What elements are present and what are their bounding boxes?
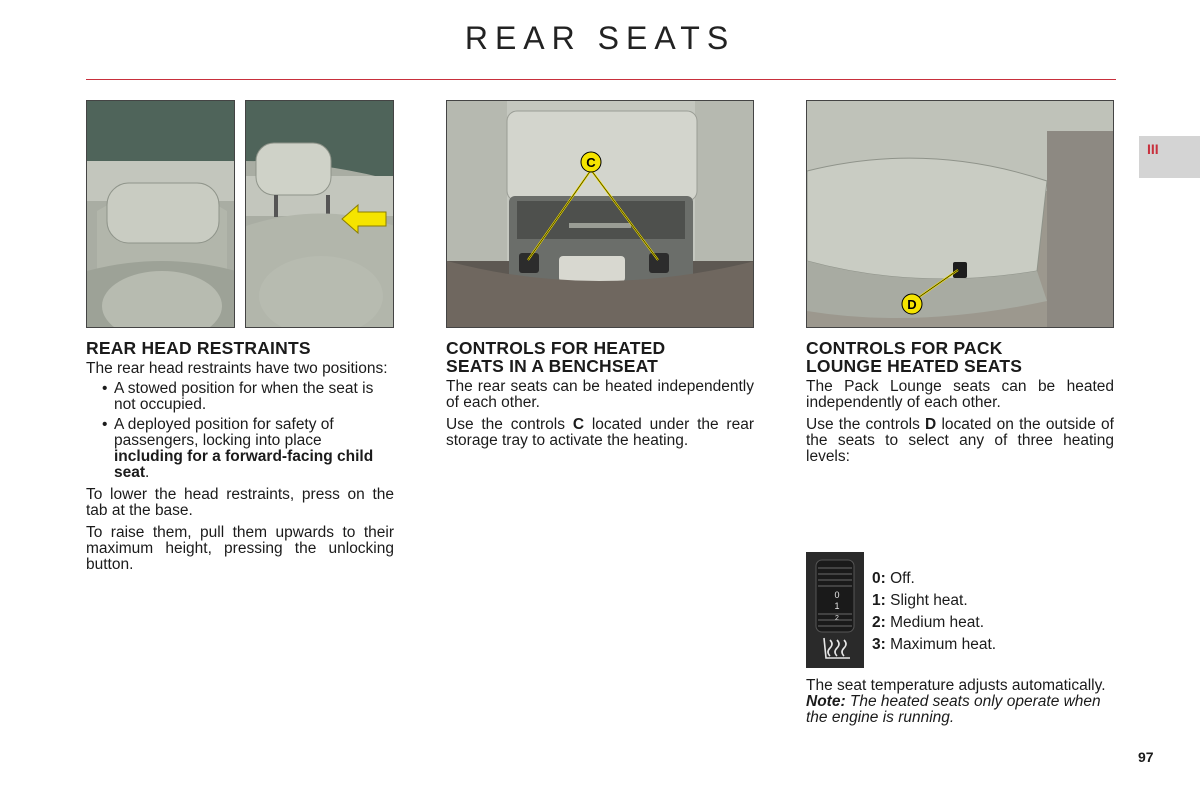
lounge-heating-section (806, 339, 1114, 465)
list-item: 2: Medium heat. (872, 614, 985, 631)
controls-text: Use the controls C located under the rear storage tray to activate the heating. (446, 416, 754, 449)
page-number: 97 (1138, 749, 1154, 765)
heating-dial-image (806, 552, 864, 668)
raise-instructions: To raise them, pull them upwards to their maximum height, pressing the unlocking button. (86, 524, 394, 573)
section-heading: REAR HEAD RESTRAINTS (86, 338, 311, 358)
positions-list (86, 381, 394, 481)
auto-adjust-section (806, 678, 1114, 726)
list-item: • A deployed position for safety of passengers, locking into place including for a forward-facing child seat. (102, 416, 374, 481)
dial-mark: 0 (834, 590, 840, 600)
section-heading: CONTROLS FOR HEATED SEATS IN A BENCHSEAT (446, 338, 666, 376)
heat-levels-list (872, 568, 996, 656)
page-title: REAR SEATS (464, 20, 736, 56)
engine-note: Note: The heated seats only operate when the engine is running. (806, 693, 1101, 726)
description-text: The Pack Lounge seats can be heated independently of each other. (806, 378, 1114, 411)
head-restraint-stowed-photo (86, 100, 235, 328)
list-item: 0: Off. (872, 570, 915, 587)
list-item: 3: Maximum heat. (872, 636, 997, 653)
intro-text: The rear head restraints have two positions: (86, 360, 388, 377)
callout-c-lines (446, 100, 754, 328)
benchseat-heating-section (446, 339, 754, 449)
lower-instructions: To lower the head restraints, press on the tab at the base. (86, 486, 394, 519)
head-restraint-deployed-photo (245, 100, 394, 328)
title-rule (86, 79, 1116, 80)
rear-head-restraints-section (86, 339, 394, 573)
list-item: • A stowed position for when the seat is not occupied. (102, 380, 374, 413)
dial-mark: 2 (835, 615, 839, 622)
callout-c-label: C (586, 155, 596, 170)
callout-d-label: D (907, 297, 917, 312)
chapter-tab: III (1139, 136, 1200, 178)
section-heading: CONTROLS FOR PACK LOUNGE HEATED SEATS (806, 338, 1023, 376)
description-text: The rear seats can be heated independently of each other. (446, 378, 754, 411)
dial-mark: 1 (834, 601, 840, 611)
controls-text: Use the controls D located on the outside of the seats to select any of three heating levels: (806, 416, 1114, 465)
callout-d-lines (806, 100, 1114, 328)
auto-adjust-text: The seat temperature adjusts automatically. (806, 677, 1106, 694)
list-item: 1: Slight heat. (872, 592, 968, 609)
